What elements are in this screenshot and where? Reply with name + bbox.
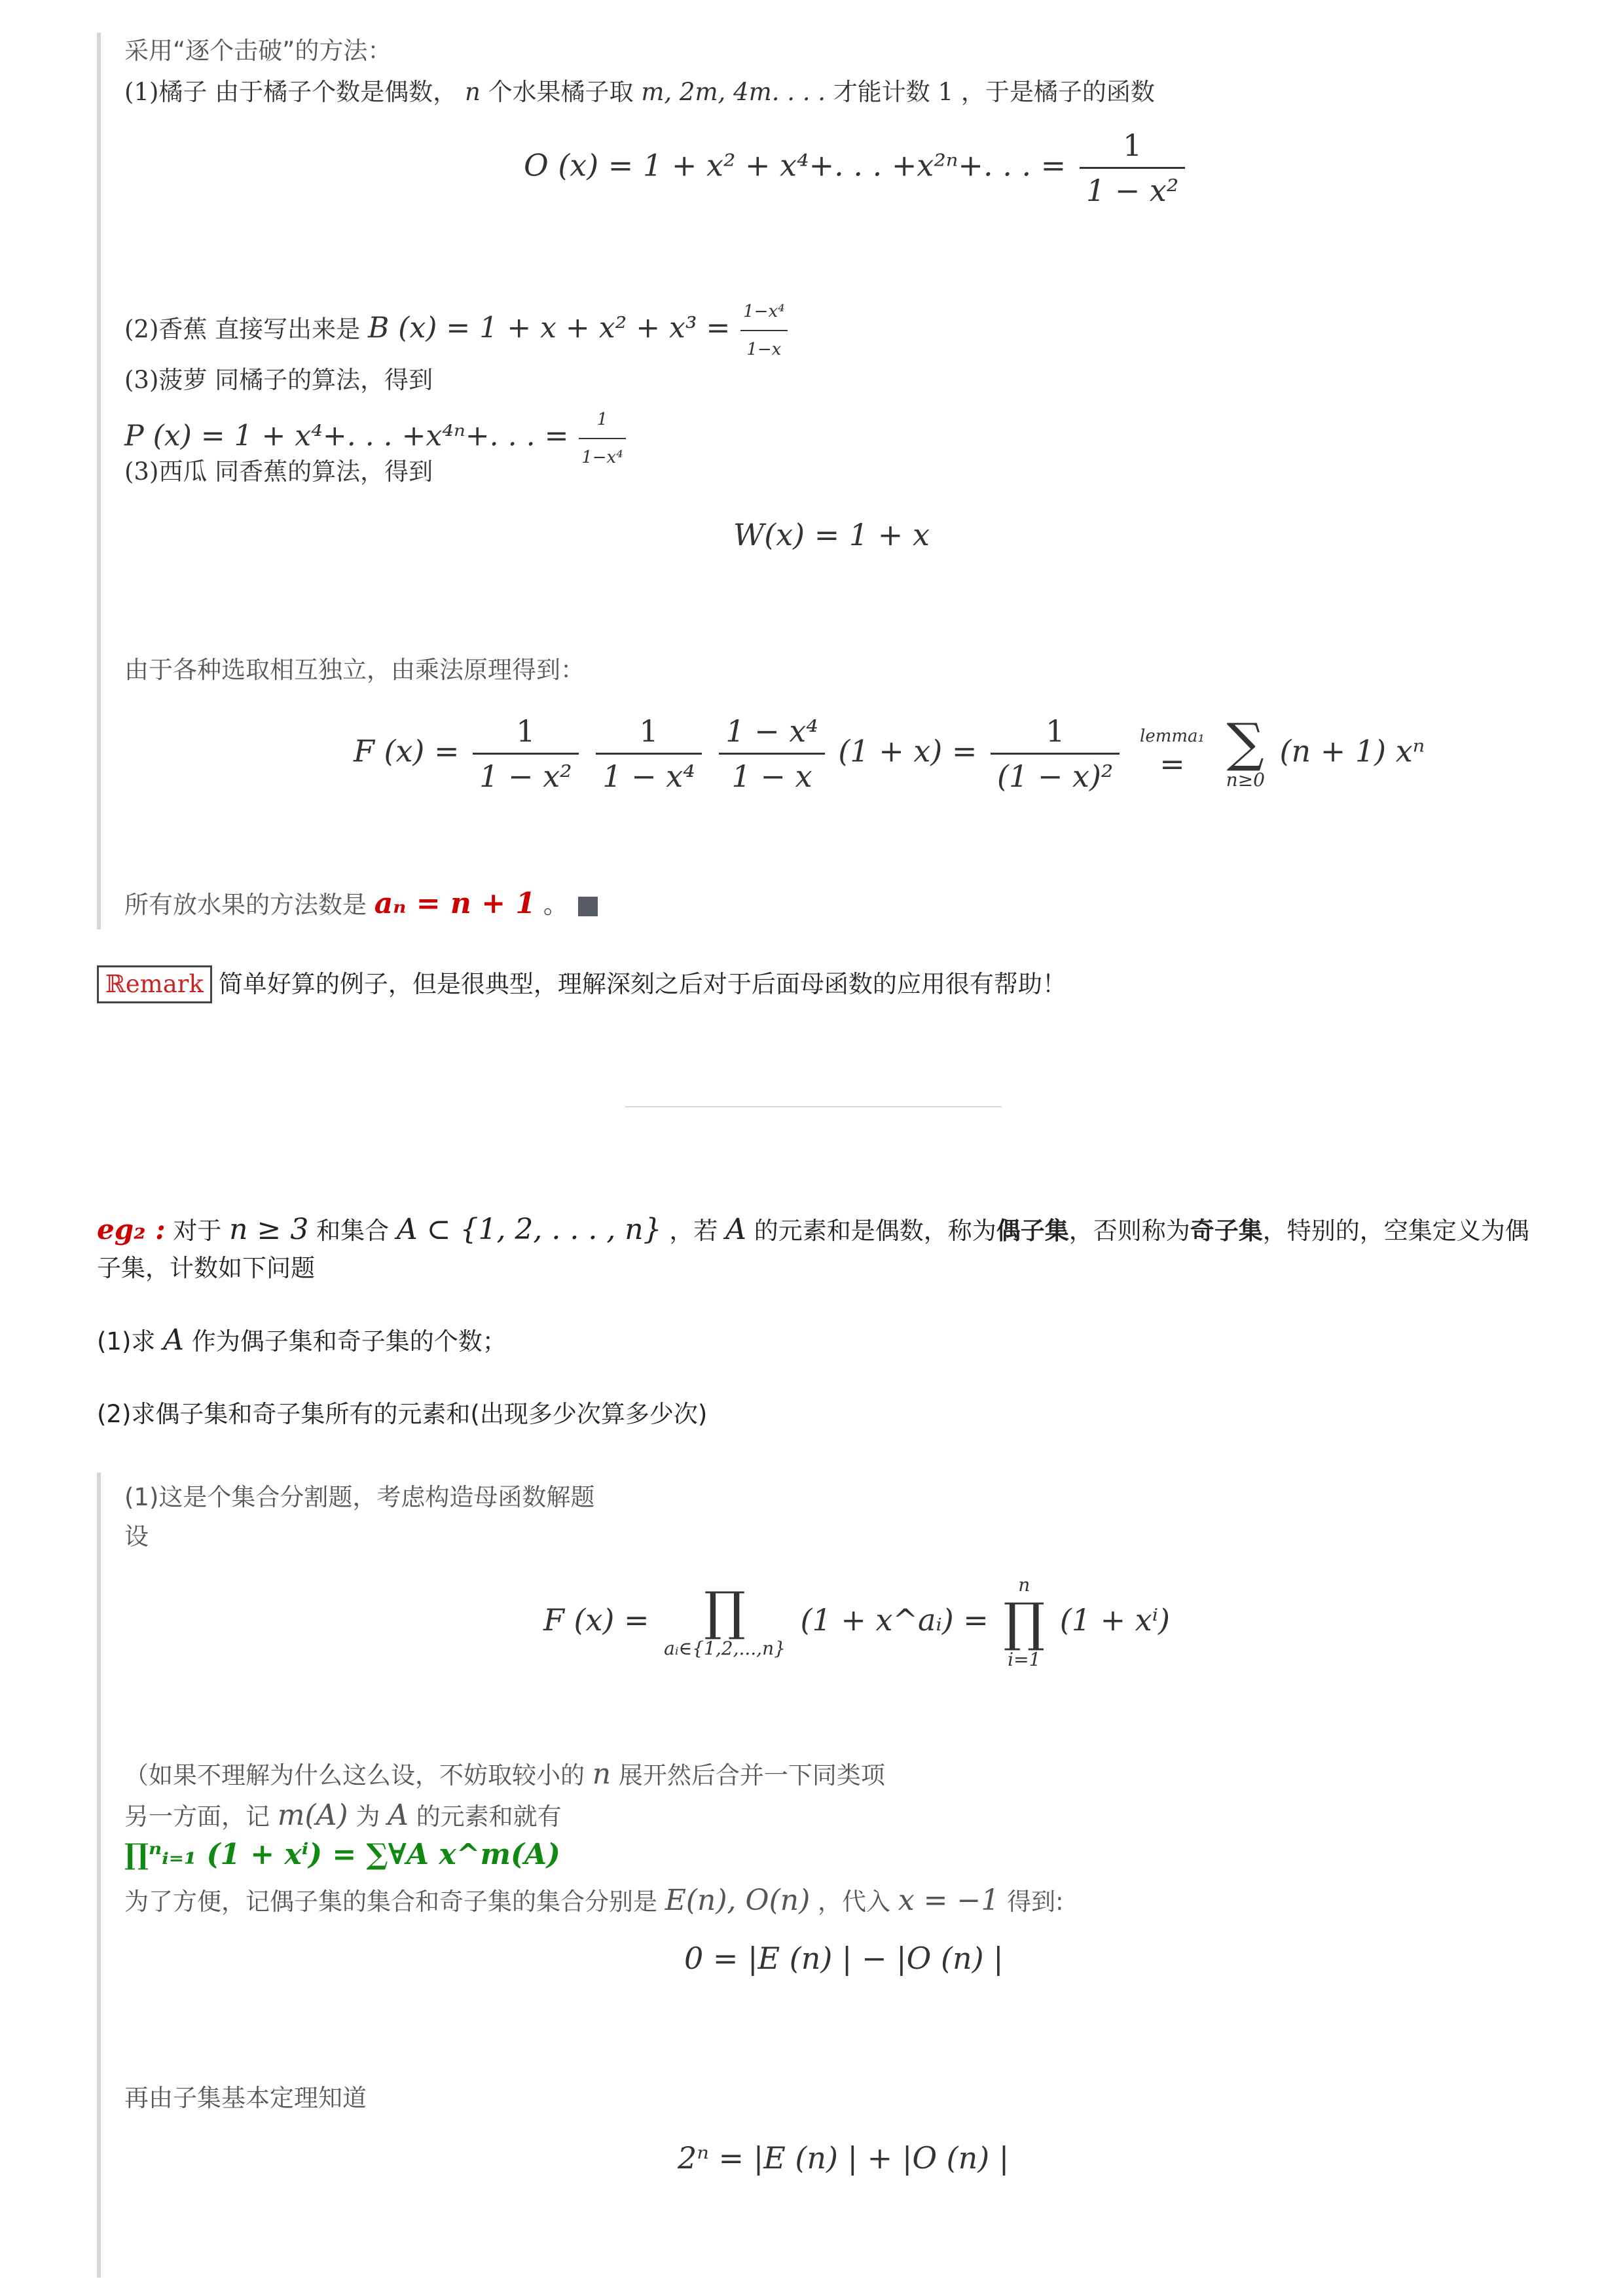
banana-formula: B (x) = 1 + x + x² + x³ = bbox=[367, 311, 731, 345]
question-2: (2)求偶子集和奇子集所有的元素和(出现多少次算多少次) bbox=[97, 1400, 708, 1428]
green-formula-line bbox=[124, 1838, 560, 1873]
other-text-c: 的元素和就有 bbox=[416, 1803, 562, 1831]
product-formula: F (x) = $\frac{1}{\text{1 − x²}}$ $\frac{1}{\text{1 − x⁴}}$ $\frac{\text{1 − x⁴}}{1 - x}$ (1 + x) = $\frac{1}{\text{(1 − x)²}}$ lemma₁ = ∑ n≥0 (n + 1) xⁿ bbox=[354, 711, 1425, 794]
orange-math: m, 2m, 4m. . . . bbox=[641, 78, 826, 106]
q1-text-a: (1)求 bbox=[97, 1327, 156, 1355]
pineapple-formula: P (x) = 1 + x⁴+. . . +x⁴ⁿ+. . . = bbox=[124, 419, 569, 453]
quote-bar-2 bbox=[97, 1473, 101, 2278]
hint-text-a: （如果不理解为什么这么设，不妨取较小的 bbox=[124, 1761, 585, 1789]
prod2-upper: n bbox=[1018, 1574, 1030, 1596]
prod1-limit: aᵢ∈{1,2,...,n} bbox=[664, 1638, 786, 1659]
eg2-text-e: ，否则称为 bbox=[1068, 1217, 1190, 1245]
F-lhs: F (x) = bbox=[543, 1602, 649, 1638]
generating-function-formula: F (x) = ∏ aᵢ∈{1,2,...,n} (1 + x^aᵢ) = n ∏ i=1 (1 + xⁱ) bbox=[543, 1574, 1170, 1670]
eg2-line1 bbox=[97, 1213, 1529, 1248]
orange-text-d: ，于是橘子的函数 bbox=[960, 78, 1155, 106]
watermelon-text: 西瓜 同香蕉的算法，得到 bbox=[158, 457, 433, 486]
remark-text: 简单好算的例子，但是很典型，理解深刻之后对于后面母函数的应用很有帮助！ bbox=[218, 970, 1067, 998]
conv-text-a: 为了方便，记偶子集的集合和奇子集的集合分别是 bbox=[124, 1888, 657, 1916]
pineapple-label: (3) bbox=[124, 366, 159, 394]
eg2-text-a: 对于 bbox=[173, 1217, 222, 1245]
other-math2: A bbox=[388, 1799, 409, 1832]
pineapple-text: 菠萝 同橘子的算法，得到 bbox=[158, 366, 433, 394]
eg2-math-c: A bbox=[725, 1213, 746, 1246]
banana-line: (2)香蕉 直接写出来是 B (x) = 1 + x + x² + x³ = $\frac{\text{1−x⁴}}{1-x}$ bbox=[124, 295, 790, 367]
q1-text-b: 作为偶子集和奇子集的个数； bbox=[191, 1327, 507, 1355]
solution-line1: (1)这是个集合分割题，考虑构造母函数解题 bbox=[124, 1483, 595, 1511]
hint-line bbox=[124, 1757, 885, 1793]
eg2-label: eg₂ : bbox=[97, 1213, 166, 1246]
eg2-math-a: n ≥ 3 bbox=[229, 1213, 309, 1246]
eg2-line2: 子集，计数如下问题 bbox=[97, 1254, 315, 1282]
product-text: 由于各种选取相互独立，由乘法原理得到： bbox=[124, 656, 585, 684]
product-mid: (1 + x) = bbox=[838, 733, 977, 769]
conv-text-c: 得到: bbox=[1007, 1888, 1064, 1916]
orange-text-c: 才能计数 bbox=[833, 78, 930, 106]
hint-math: n bbox=[592, 1757, 611, 1791]
other-text-b: 为 bbox=[356, 1803, 380, 1831]
solution-line2: 设 bbox=[124, 1522, 149, 1551]
product-lhs: F (x) = bbox=[354, 733, 460, 769]
watermelon-line bbox=[124, 455, 433, 489]
banana-text: 香蕉 直接写出来是 bbox=[158, 315, 361, 344]
sum-limit: n≥0 bbox=[1226, 768, 1265, 791]
even-set-term: 偶子集 bbox=[996, 1217, 1069, 1245]
watermelon-label: (3) bbox=[124, 457, 159, 486]
odd-set-term: 奇子集 bbox=[1190, 1217, 1263, 1245]
q1-math: A bbox=[163, 1323, 184, 1357]
quote-bar-1 bbox=[97, 33, 101, 929]
lemma-label: lemma₁ bbox=[1140, 726, 1205, 746]
hint-text-b: 展开然后合并一下同类项 bbox=[618, 1761, 885, 1789]
watermelon-formula: W(x) = 1 + x bbox=[733, 517, 930, 552]
eg2-text-c: ，若 bbox=[669, 1217, 718, 1245]
orange-formula-lhs: O (x) = 1 + x² + x⁴+. . . +x²ⁿ+. . . = bbox=[524, 147, 1067, 183]
remark-line bbox=[97, 965, 1067, 1003]
other-text-a: 另一方面，记 bbox=[124, 1803, 270, 1831]
result-text: 所有放水果的方法数是 bbox=[124, 891, 367, 919]
prod2-body: (1 + xⁱ) bbox=[1059, 1602, 1170, 1638]
horizontal-rule bbox=[625, 1106, 1002, 1107]
eg2-text-d: 的元素和是偶数，称为 bbox=[754, 1217, 996, 1245]
result-line bbox=[124, 887, 598, 922]
other-line bbox=[124, 1799, 562, 1834]
green-formula: ∏ⁿᵢ₌₁ (1 + xⁱ) = ∑∀A x^m(A) bbox=[124, 1838, 560, 1871]
prod2-lower: i=1 bbox=[1008, 1649, 1041, 1670]
conv-math: E(n), O(n) bbox=[665, 1884, 811, 1917]
conv-math2: x = −1 bbox=[898, 1884, 1000, 1917]
orange-text-b: 个水果橘子取 bbox=[488, 78, 634, 106]
convention-line bbox=[124, 1884, 1064, 1919]
basic-theorem-text: 再由子集基本定理知道 bbox=[124, 2084, 367, 2112]
result-tail: 。 bbox=[543, 891, 568, 919]
orange-label: (1) bbox=[124, 78, 159, 106]
result-math: aₙ = n + 1 bbox=[374, 887, 536, 920]
prod1-body: (1 + x^aᵢ) = bbox=[800, 1602, 989, 1638]
eg2-text-f: ，特别的，空集定义为偶 bbox=[1262, 1217, 1529, 1245]
orange-formula: O (x) = 1 + x² + x⁴+. . . +x²ⁿ+. . . = $\frac{1}{\text{1 − x²}}$ bbox=[524, 128, 1189, 208]
qed-square bbox=[578, 897, 598, 916]
equation-2: 2ⁿ = |E (n) | + |O (n) | bbox=[678, 2140, 1010, 2176]
eg2-text-b: 和集合 bbox=[316, 1217, 390, 1245]
pineapple-line bbox=[124, 363, 433, 397]
sum-body: (n + 1) xⁿ bbox=[1279, 733, 1425, 769]
remark-box: ℝemark bbox=[97, 965, 212, 1003]
eg2-math-b: A ⊂ {1, 2, . . . , n} bbox=[396, 1213, 662, 1246]
orange-text-a: 橘子 由于橘子个数是偶数， bbox=[158, 78, 458, 106]
banana-label: (2) bbox=[124, 315, 159, 344]
intro-text: 采用“逐个击破”的方法： bbox=[124, 37, 392, 65]
equation-1: 0 = |E (n) | − |O (n) | bbox=[684, 1941, 1004, 1976]
question-1 bbox=[97, 1323, 507, 1359]
orange-line: (1)橘子 由于橘子个数是偶数， n 个水果橘子取 m, 2m, 4m. . . . 才能计数 1 ，于是橘子的函数 bbox=[124, 78, 1155, 106]
conv-text-b: ，代入 bbox=[818, 1888, 891, 1916]
pineapple-formula-line: P (x) = 1 + x⁴+. . . +x⁴ⁿ+. . . = $\frac{1}{\text{1−x⁴}}$ bbox=[124, 403, 629, 475]
other-math: m(A) bbox=[277, 1799, 348, 1832]
